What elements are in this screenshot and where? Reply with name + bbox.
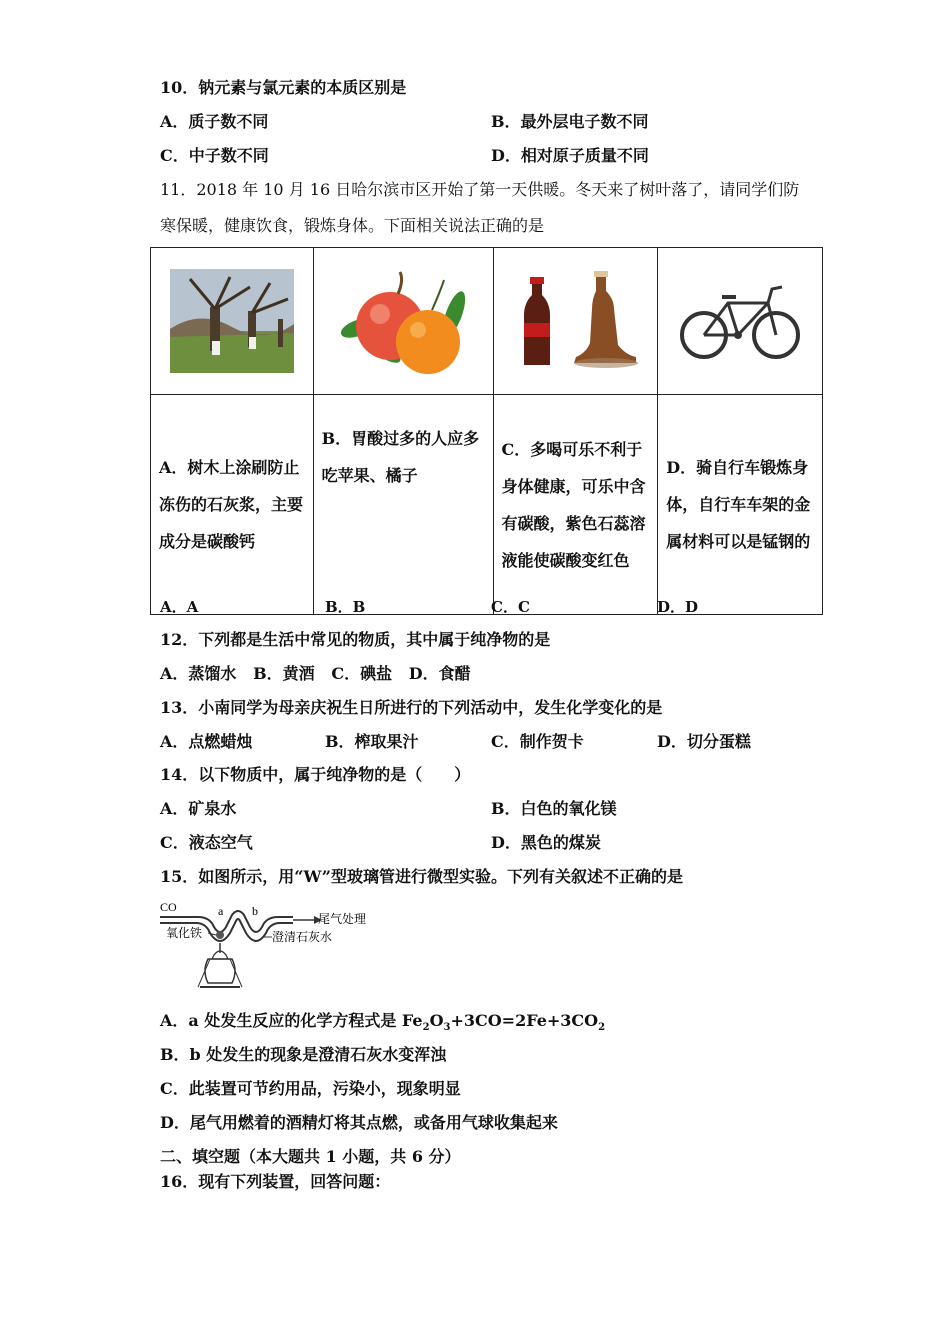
q12-stem: 12．下列都是生活中常见的物质，其中属于纯净物的是	[160, 630, 551, 649]
q11-option-b: B．B	[325, 598, 366, 616]
q13-option-b: B．榨取果汁	[325, 732, 419, 751]
trees-photo-icon	[170, 269, 294, 373]
label-limewater: 澄清石灰水	[272, 930, 333, 944]
q10-option-d: D．相对原子质量不同	[491, 146, 649, 165]
q14-option-b: B．白色的氧化镁	[491, 799, 617, 818]
bicycle-icon	[676, 279, 804, 363]
q11-cell-c: C．多喝可乐不利于身体健康，可乐中含有碳酸，紫色石蕊溶液能使碳酸变红色	[493, 395, 658, 615]
q15-option-c: C．此装置可节约用品，污染小，现象明显	[160, 1079, 461, 1098]
q14-stem: 14．以下物质中，属于纯净物的是（ ）	[160, 765, 471, 784]
section-2-heading: 二、填空题（本大题共 1 小题，共 6 分）	[160, 1147, 461, 1166]
q14-option-c: C．液态空气	[160, 833, 253, 852]
q10-option-a: A．质子数不同	[160, 112, 269, 131]
q11-stem-line1: 11．2018 年 10 月 16 日哈尔滨市区开始了第一天供暖。冬天来了树叶落了，请同学们防	[160, 180, 800, 199]
q15-option-d: D．尾气用燃着的酒精灯将其点燃，或备用气球收集起来	[160, 1113, 558, 1132]
q11-image-cola	[493, 248, 658, 395]
q11-image-fruits	[313, 248, 493, 395]
q16-stem: 16．现有下列装置，回答问题：	[160, 1172, 391, 1191]
q13-option-d: D．切分蛋糕	[657, 732, 751, 751]
q11-cell-d: D．骑自行车锻炼身体，自行车车架的金属材料可以是锰钢的	[658, 395, 823, 615]
label-b: b	[252, 904, 258, 918]
q14-option-d: D．黑色的煤炭	[491, 833, 601, 852]
q11-cell-b: B．胃酸过多的人应多吃苹果、橘子	[313, 395, 493, 615]
q11-cell-a: A．树木上涂刷防止冻伤的石灰浆，主要成分是碳酸钙	[151, 395, 314, 615]
q11-image-bicycle	[658, 248, 823, 395]
label-tail-gas: 尾气处理	[318, 912, 367, 926]
q15-option-b: B．b 处发生的现象是澄清石灰水变浑浊	[160, 1045, 447, 1064]
q10-stem: 10．钠元素与氯元素的本质区别是	[160, 78, 407, 97]
q15-stem: 15．如图所示，用“W”型玻璃管进行微型实验。下列有关叙述不正确的是	[160, 867, 683, 886]
apple-orange-icon	[328, 266, 478, 376]
q11-table	[150, 247, 823, 615]
q13-option-c: C．制作贺卡	[491, 732, 584, 751]
q10-option-c: C．中子数不同	[160, 146, 269, 165]
q11-option-a: A．A	[160, 598, 199, 616]
q13-option-a: A．点燃蜡烛	[160, 732, 253, 751]
cola-bottles-icon	[510, 269, 640, 373]
w-tube-apparatus-diagram	[158, 897, 378, 997]
label-a: a	[218, 904, 224, 918]
q13-stem: 13．小南同学为母亲庆祝生日所进行的下列活动中，发生化学变化的是	[160, 698, 663, 717]
q14-option-a: A．矿泉水	[160, 799, 237, 818]
q11-stem-line2: 寒保暖，健康饮食，锻炼身体。下面相关说法正确的是	[160, 216, 545, 235]
q12-options: A．蒸馏水 B．黄酒 C．碘盐 D．食醋	[160, 664, 471, 683]
q11-option-c: C．C	[491, 598, 530, 616]
q11-image-trees	[151, 248, 314, 395]
label-iron-oxide: 氧化铁	[166, 926, 203, 940]
q10-option-b: B．最外层电子数不同	[491, 112, 649, 131]
label-co: CO	[160, 900, 177, 914]
q15-option-a: A．a 处发生反应的化学方程式是 $Fe_2O_3+3CO=2Fe+3CO_2$	[160, 1011, 606, 1034]
q11-option-d: D．D	[657, 598, 699, 616]
